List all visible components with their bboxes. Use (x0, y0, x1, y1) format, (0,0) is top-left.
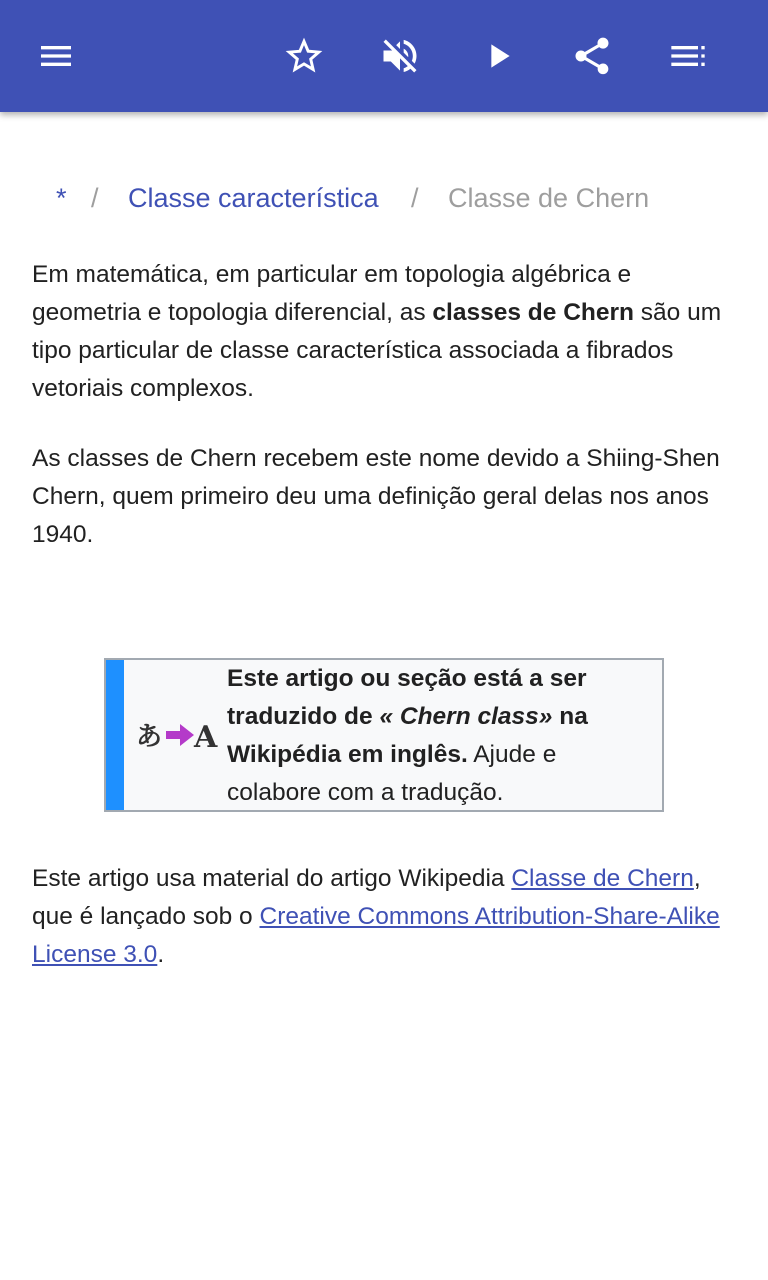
star-outline-icon (282, 34, 326, 78)
attribution-text: , que é lançado sob o (32, 865, 701, 930)
menu-button[interactable] (28, 28, 84, 84)
attribution-text: Este artigo usa material do artigo Wikipedia (32, 865, 512, 892)
play-button[interactable] (470, 28, 526, 84)
breadcrumb-current: Classe de Chern (448, 183, 650, 213)
paragraph-text: Em matemática, em particular em topologia algébrica e geometria e topologia diferencial, as (32, 261, 632, 326)
notice-text (227, 660, 647, 812)
table-of-contents-button[interactable] (660, 28, 716, 84)
list-icon (668, 36, 708, 76)
bold-term: classes de Chern (432, 299, 634, 326)
attribution-text: . (157, 941, 165, 968)
mute-button[interactable] (372, 28, 428, 84)
volume-off-icon (378, 34, 422, 78)
svg-text:あ: あ (136, 722, 163, 752)
translation-notice (104, 658, 664, 812)
share-button[interactable] (564, 28, 620, 84)
menu-icon (36, 36, 76, 76)
share-icon (570, 34, 614, 78)
play-icon (478, 36, 518, 76)
notice-bold-text: na Wikipédia em inglês. (227, 703, 588, 768)
article-paragraph (32, 256, 742, 408)
translate-icon (134, 715, 224, 755)
favorite-button[interactable] (276, 28, 332, 84)
notice-accent-bar (106, 660, 124, 810)
attribution-paragraph (32, 860, 742, 974)
source-article-link[interactable]: Classe de Chern (511, 865, 694, 892)
article-paragraph: As classes de Chern recebem este nome devido a Shiing-Shen Chern, quem primeiro deu uma definição geral delas nos anos 1940. (32, 445, 720, 548)
breadcrumb-parent-link[interactable]: Classe característica (128, 183, 379, 213)
app-toolbar (0, 0, 768, 112)
license-link[interactable]: Creative Commons Attribution-Share-Alike License 3.0 (32, 903, 720, 968)
notice-bold-text: Este artigo ou seção está a ser traduzido de (227, 665, 587, 730)
breadcrumb (0, 178, 768, 218)
notice-normal-text: Ajude e colabore com a tradução. (227, 741, 557, 806)
breadcrumb-separator: / (91, 183, 99, 213)
breadcrumb-home-link[interactable]: * (56, 183, 67, 213)
breadcrumb-separator: / (411, 183, 419, 213)
notice-source-title: « Chern class» (379, 703, 553, 730)
paragraph-text: são um tipo particular de classe característica associada a fibrados vetoriais complexos. (32, 299, 722, 402)
svg-text:A: A (194, 720, 218, 755)
